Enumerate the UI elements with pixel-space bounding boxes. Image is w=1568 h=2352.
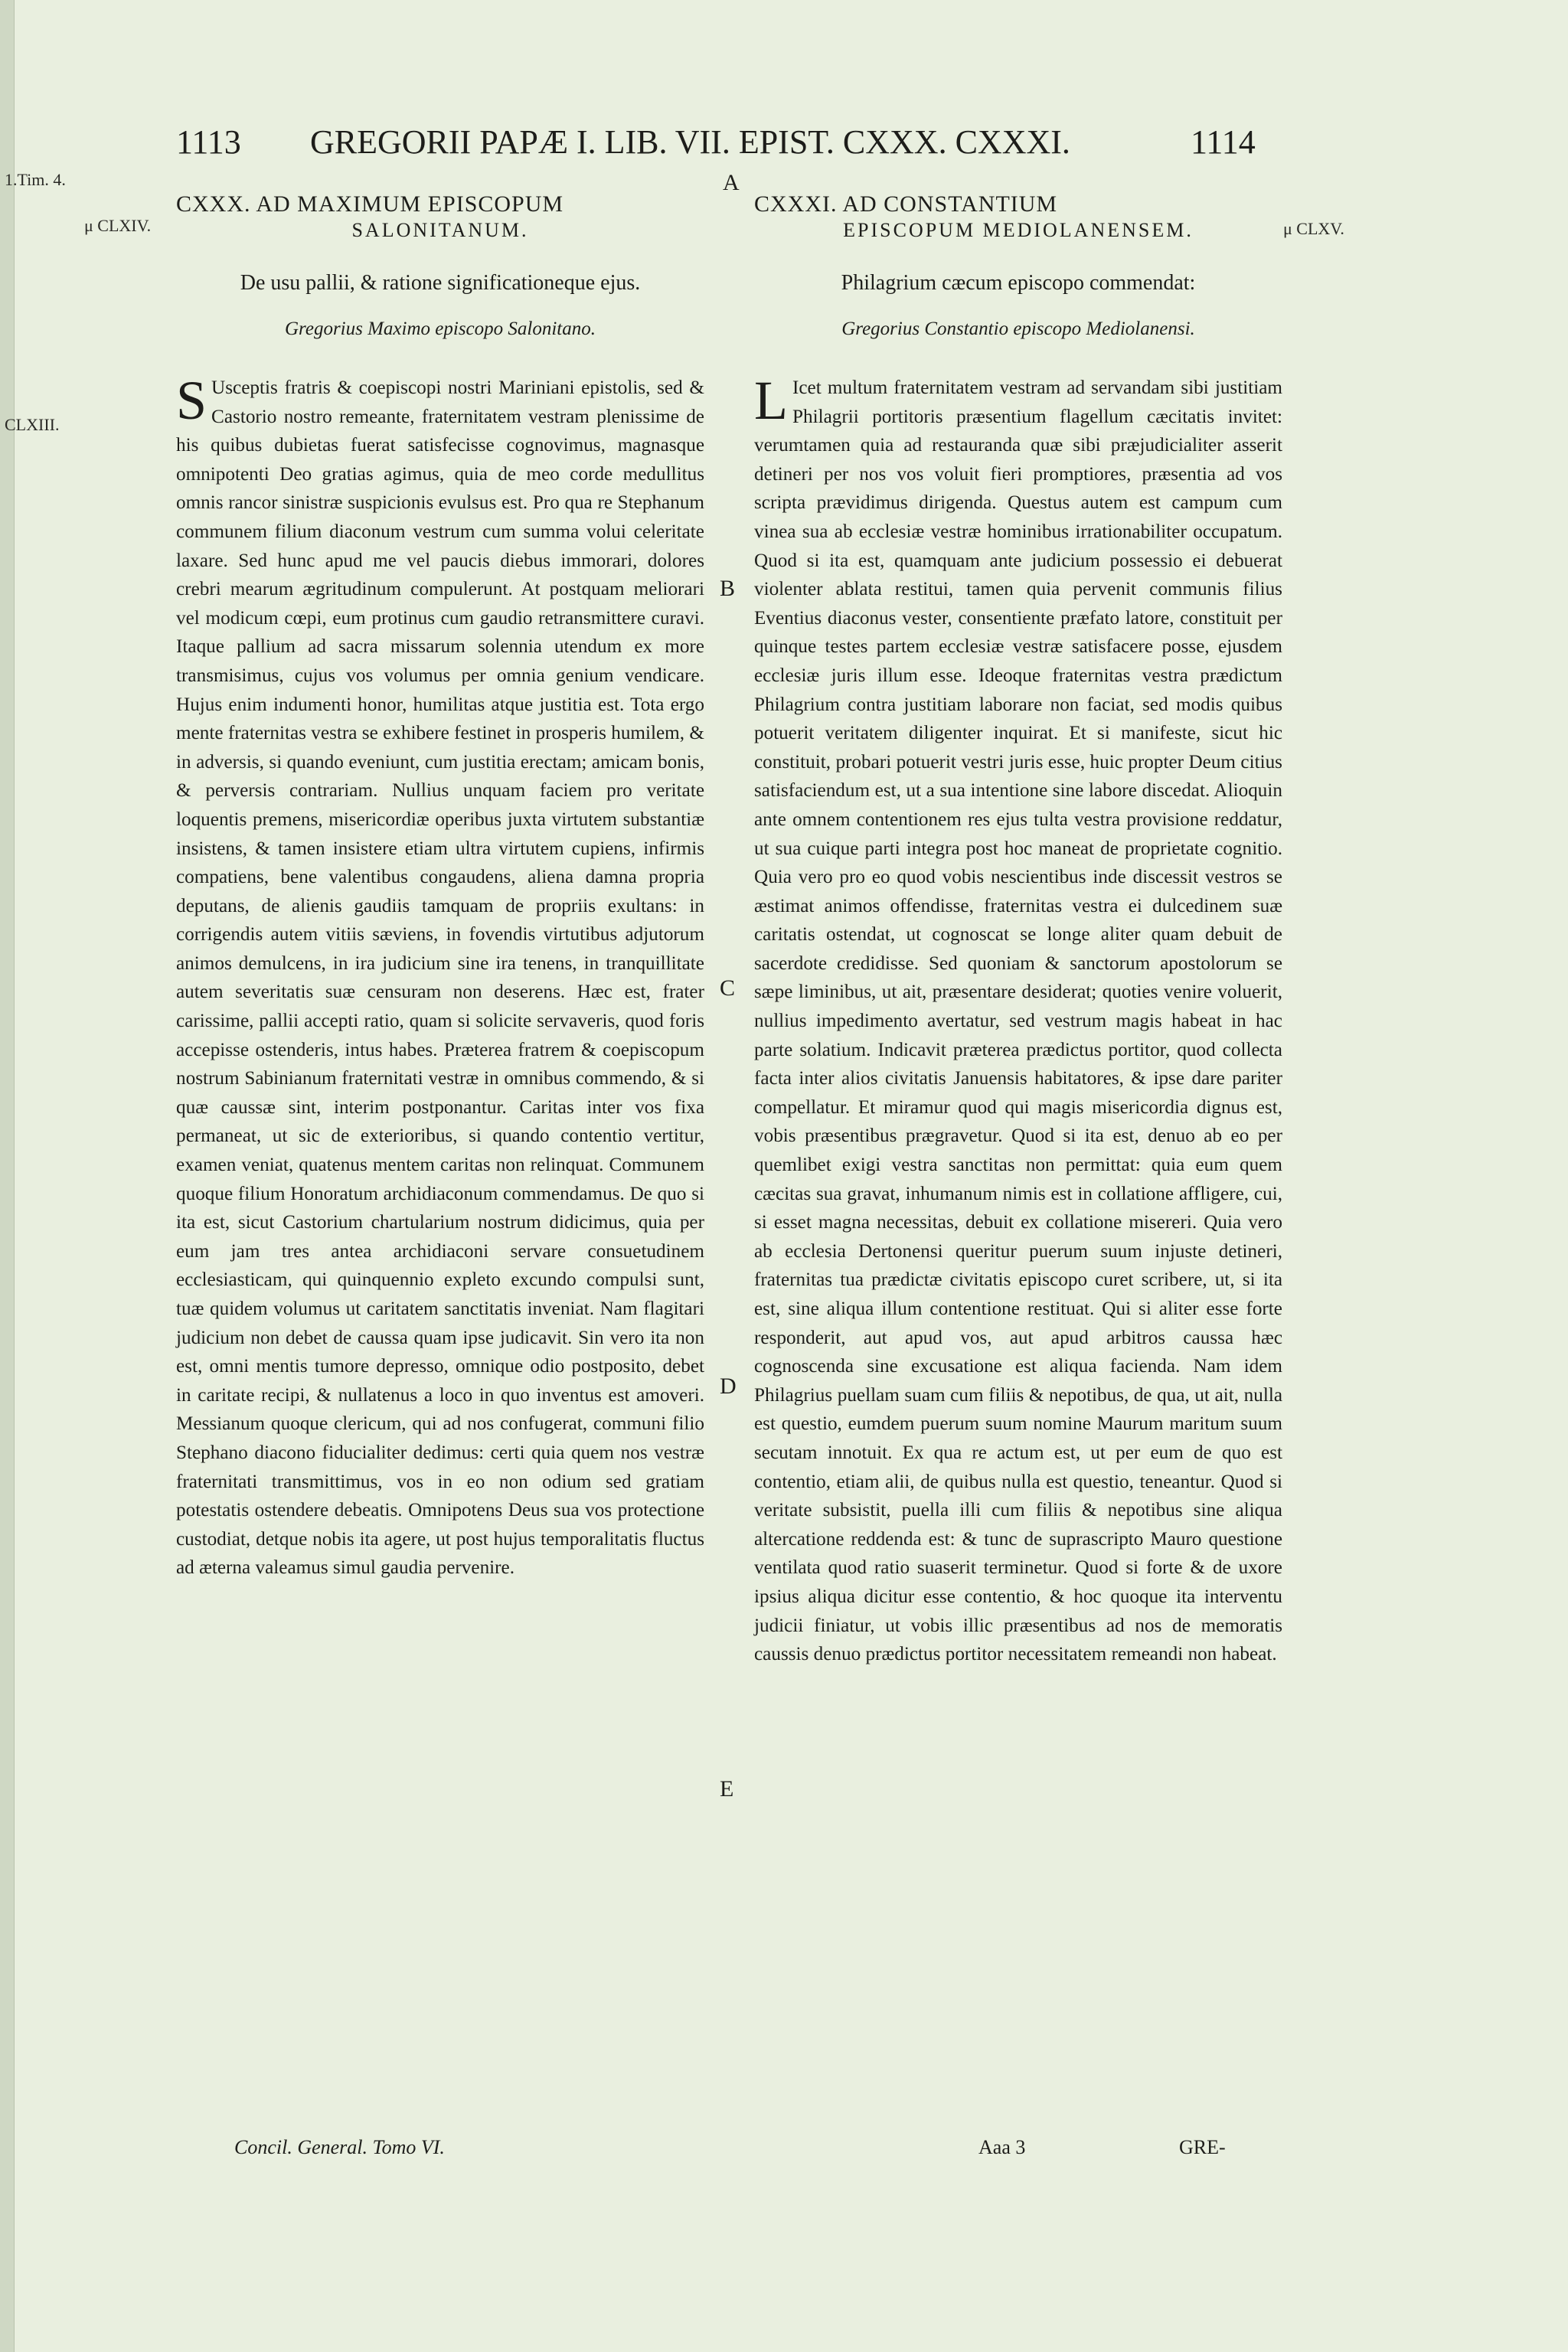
epistle-topic: Philagrium cæcum episcopo commendat:	[841, 271, 1196, 295]
epistle-topic: De usu pallii, & ratione significationeque ejus.	[240, 271, 641, 295]
running-head	[153, 122, 1271, 168]
epistle-body-text: Icet multum fraternitatem vestram ad servandam sibi justitiam Philagrii portitoris præsentium flagellum cæcitatis invitet: verumtamen quia ad restauranda quæ sibi præjudicialiter asserit detineri per nos vos voluit fieri promptiores, præsentia ad vos scripta prævidimus dirigenda. Questus autem est campum cum vinea sua ab ecclesiæ vestræ hominibus irrationabiliter occupatum. Quod si ita est, quamquam ante judicium possessio ei debuerat violenter ablata restitui, tamen quia pervenit communis filius Eventius diaconus vester, consentiente præfato latore, constituit per quinque testes partem ecclesiæ vestræ satisfacere posse, ejusdem ecclesiæ juris illum esse. Ideoque fraternitas vestra prædictum Philagrium contra justitiam laborare non faciat, sed modis quibus potuerit veritatem diligenter inquirat. Et si manifeste, sicut hic constituit, probari potuerit vestri juris esse, huic propter Deum citius satisfaciendum est, ut a sua intentione sine labore discedat. Alioquin ante omnem contentionem res ejus tulta vestra provisione reddatur, ut sua cuique parti integra post hoc maneat de proprietate cognitio. Quia vero pro eo quod vobis nescientibus inde discessit vestros se æstimat animos offendisse, fraternitas vestra ei dulcedinem suæ caritatis ostendat, ut cognoscat se longe aliter quam debuit de sacerdote credidisse. Sed quoniam & sanctorum apostolorum se sæpe liminibus, ut ait, præsentare desiderat; quoties venire voluerit, nullius impedimento avertatur, sed vestrum magis habeat in hac parte solatium. Indicavit præterea prædictus portitor, quod collecta facta inter alios civitatis Januensis habitatores, & ipse dare pariter compellatur. Et miramur quod qui magis misericordia dignus est, vobis præsentibus prægravetur. Quod si ita est, denuo ab eo per quemlibet exigi vestra sanctitas non permittat: quia eum quem cæcitas sua gravat, inhumanum nimis est in collatione affligere, cui, si esset magna necessitas, debuit ex collatione misereri. Quia vero ab ecclesia Dertonensi queritur puerum suum injuste detineri, fraternitas tua prædictæ civitatis episcopo curet scribere, ut, si ita est, sine aliqua illum contentione restituat. Qui si aliter esse forte responderit, aut apud vos, aut apud arbitros caussa hæc cognoscenda sine excusatione est aliqua facienda. Nam idem Philagrius puellam suam cum filiis & nepotibus, de qua, ut ait, nulla est questio, eumdem puerum suum nomine Maurum maritum suum secutam innotuit. Ex qua re actum est, ut per eum de quo est contentio, etiam alii, de quibus nulla est questio, teneantur. Quod si veritate subsistit, puella illi cum filiis & nepotibus sine aliqua altercatione reddenda est: & tunc de suprascripto Mauro questione ventilata quod ratio suaserit terminetur. Quod si forte & de uxore ipsius aliqua dicitur esse contentio, & hoc quoque ita interventu judicii finiatur, ut vobis illic præsentibus ad nos de memoratis caussis denuo prædictus portitor necessitatem remeandi non habeat.	[754, 377, 1282, 1665]
epistle-body	[754, 370, 1282, 1669]
epistle-salutation: Gregorius Maximo episcopo Salonitano.	[285, 318, 596, 339]
epistle-body	[176, 370, 704, 1583]
footer-volume: Concil. General. Tomo VI.	[234, 2136, 445, 2158]
footer-catchword: GRE-	[1179, 2136, 1226, 2158]
running-title: GREGORII PAPÆ I. LIB. VII. EPIST. CXXX. CXXXI.	[310, 123, 1070, 161]
book-edge	[0, 0, 15, 2352]
epistle-131	[754, 191, 1282, 1669]
section-marker-c: C	[720, 975, 736, 1001]
section-marker-a: A	[723, 170, 740, 195]
margin-epistle-number-left-text: CLXIV.	[97, 216, 152, 235]
margin-epistle-number-right: μ CLXV.	[1283, 219, 1344, 238]
section-marker-d: D	[720, 1374, 737, 1399]
epistle-130	[176, 191, 704, 1583]
margin-reference-tim: 1.Tim. 4.	[5, 170, 66, 189]
epistle-subheading: SALONITANUM.	[351, 219, 529, 241]
section-marker-b: B	[720, 576, 736, 601]
margin-epistle-number-left: μ CLXIV.	[84, 216, 152, 235]
section-marker-e: E	[720, 1776, 734, 1802]
margin-epistle-number-right-text: CLXV.	[1296, 219, 1344, 238]
epistle-salutation: Gregorius Constantio episcopo Mediolanensi.	[841, 318, 1195, 339]
epistle-heading: CXXXI. AD CONSTANTIUM	[754, 191, 1058, 217]
footer-signature: Aaa 3	[978, 2136, 1026, 2158]
margin-number-left: CLXIII.	[5, 415, 60, 434]
page-number-left: 1113	[176, 123, 241, 161]
epistle-subheading: EPISCOPUM MEDIOLANENSEM.	[843, 219, 1194, 241]
drop-cap: L	[754, 370, 788, 431]
page-number-right: 1114	[1191, 123, 1256, 161]
drop-cap: S	[176, 370, 207, 431]
epistle-body-text: Usceptis fratris & coepiscopi nostri Mariniani epistolis, sed & Castorio nostro remeante, fraternitatem vestram plenissime de his quibus dubietas fuerat satisfecisse cognovimus, magnasque omnipotenti Deo gratias agimus, quia de meo corde medullitus omnis rancor sinistræ suspicionis evulsus est. Pro qua re Stephanum communem filium diaconum vestrum cum summa volui celeritate laxare. Sed hunc apud me vel paucis diebus immorari, dolores crebri mearum ægritudinum compulerunt. At postquam meliorari vel modicum cœpi, eum protinus cum gaudio retransmittere curavi. Itaque pallium ad sacra missarum solennia utendum ex more transmisimus, cujus vos volumus per omnia genium vendicare. Hujus enim indumenti honor, humilitas atque justitia est. Tota ergo mente fraternitas vestra se exhibere festinet in prosperis humilem, & in adversis, si quando eveniunt, cum justitia erectam; amicam bonis, & perversis contrariam. Nullius unquam faciem pro veritate loquentis premens, misericordiæ operibus juxta virtutem substantiæ insistens, & tamen insistere etiam ultra virtutem cupiens, infirmis compatiens, bene valentibus congaudens, aliena damna propria deputans, de alienis gaudiis tamquam de propriis exultans: in corrigendis autem vitiis sæviens, in fovendis virtutibus adjutorum animos demulcens, in ira judicium sine ira tenens, in tranquillitate autem severitatis suæ censuram non deserens. Hæc est, frater carissime, pallii accepti ratio, quam si solicite servaveris, quod foris accepisse ostenderis, intus habes. Præterea fratrem & coepiscopum nostrum Sabinianum fraternitati vestræ in omnibus commendo, & si quæ caussæ sint, interim postponantur. Caritas inter vos fixa permaneat, ut sic de exterioribus, si quando contentio vertitur, examen veniat, quatenus mentem caritas non relinquat. Communem quoque filium Honoratum archidiaconum commendamus. De quo si ita est, sicut Castorium chartularium nostrum didicimus, quia per eum jam tres antea archidiaconi servare consuetudinem ecclesiasticam, qui quinquennio expleto excundo compulsi sunt, tuæ quidem volumus ut caritatem sanctitatis inveniat. Nam flagitari judicium non debet de caussa quam ipse judicavit. Sin vero ita non est, omni mentis tumore depresso, omnique odio postposito, debet in caritate recipi, & nullatenus a loco in quo inventus est amoveri. Messianum quoque clericum, qui ad nos confugerat, communi filio Stephano diacono fiducialiter dedimus: certi quia quem nos vestræ fraternitati transmittimus, vos in eo non odium sed gratiam potestatis ostendere debeatis. Omnipotens Deus sua vos protectione custodiat, detque nobis ita agere, ut post hujus temporalitatis fluctus ad æterna valeamus simul gaudia pervenire.	[176, 377, 704, 1579]
epistle-heading: CXXX. AD MAXIMUM EPISCOPUM	[176, 191, 564, 217]
